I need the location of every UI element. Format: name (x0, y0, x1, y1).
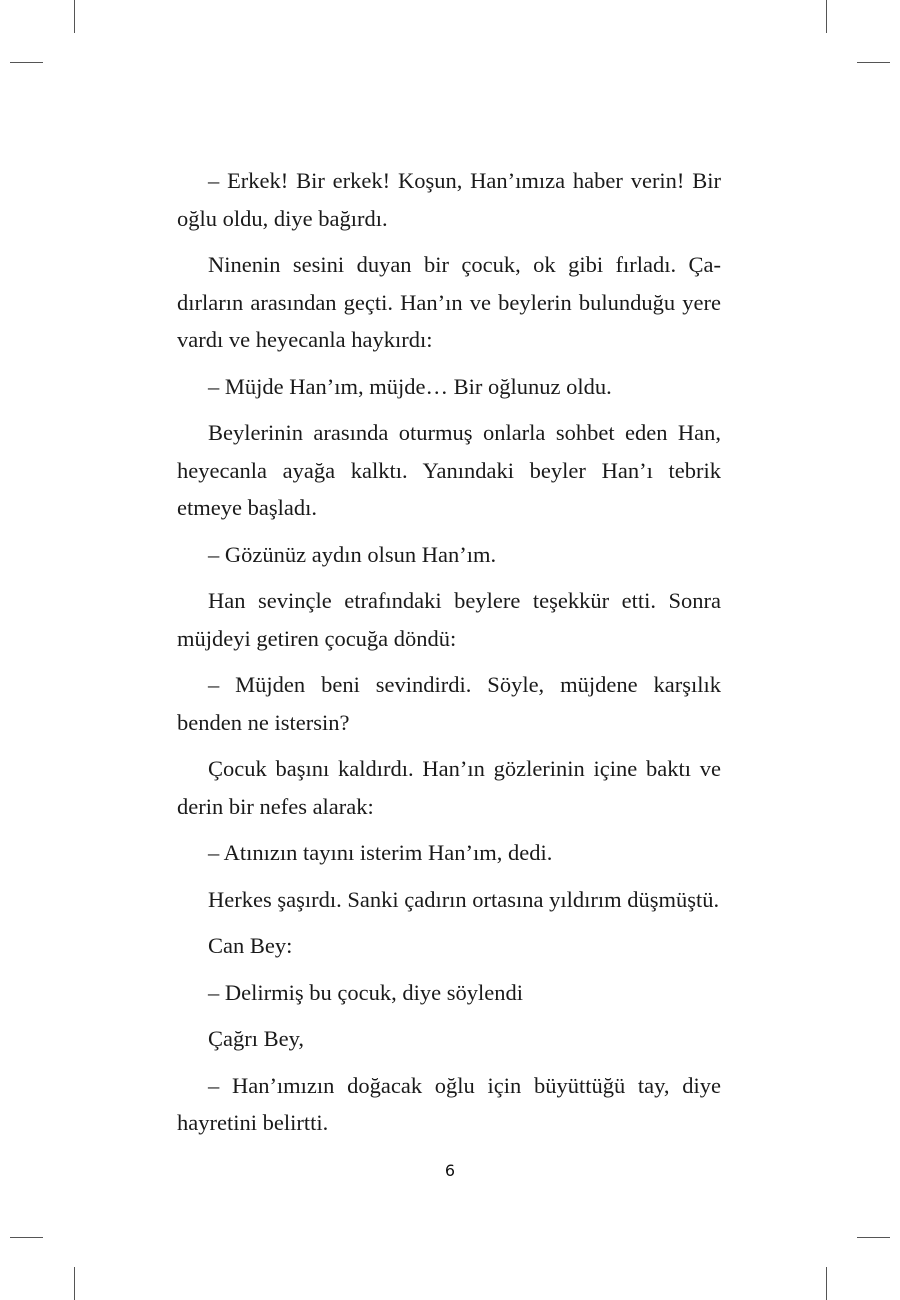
paragraph: – Gözünüz aydın olsun Han’ım. (208, 541, 497, 567)
paragraph: Beylerinin arasında oturmuş onlarla sohbet eden Han, heyecanla ayağa kalktı. Yanındaki beyler Han’ı tebrik etmeye başladı. (177, 420, 721, 520)
body-text (177, 162, 721, 1142)
paragraph: – Müjde Han’ım, müjde… Bir oğlunuz oldu. (208, 373, 612, 399)
paragraph: Ninenin sesini duyan bir çocuk, ok gibi fırladı. Çadırların arasından geçti. Han’ın ve beylerin bulunduğu yere vardı ve heyecanla haykırdı: (177, 252, 721, 352)
paragraph: – Atınızın tayını isterim Han’ım, dedi. (208, 840, 553, 865)
paragraph: Çağrı Bey, (208, 1026, 305, 1051)
paragraph: Çocuk başını kaldırdı. Han’ın gözlerinin içine baktı ve derin bir nefes alarak: (177, 756, 721, 819)
paragraph: Herkes şaşırdı. Sanki çadırın ortasına yıldırım düşmüştü. (208, 886, 720, 912)
paragraph: Han sevinçle etrafındaki beylere teşekkür etti. Sonra müjdeyi getiren çocuğa döndü: (177, 588, 721, 651)
paragraph: Can Bey: (208, 933, 293, 958)
paragraph: – Müjden beni sevindirdi. Söyle, müjdene karşılık benden ne istersin? (177, 672, 721, 735)
crop-mark-top-left-vertical (74, 0, 75, 33)
crop-mark-bottom-right-vertical (826, 1267, 827, 1300)
paragraph: – Erkek! Bir erkek! Koşun, Han’ımıza haber verin! Bir oğlu oldu, diye bağırdı. (177, 168, 721, 231)
crop-mark-bottom-left-horizontal (10, 1237, 43, 1238)
crop-mark-bottom-left-vertical (74, 1267, 75, 1300)
crop-mark-top-left-horizontal (10, 62, 43, 63)
crop-mark-top-right-horizontal (857, 62, 890, 63)
page-number: 6 (444, 1161, 456, 1180)
crop-mark-top-right-vertical (826, 0, 827, 33)
paragraph: – Han’ımızın doğacak oğlu için büyüttüğü tay, diye hayretini belirtti. (177, 1072, 721, 1135)
paragraph: – Delirmiş bu çocuk, diye söylendi (208, 979, 523, 1005)
crop-mark-bottom-right-horizontal (857, 1237, 890, 1238)
